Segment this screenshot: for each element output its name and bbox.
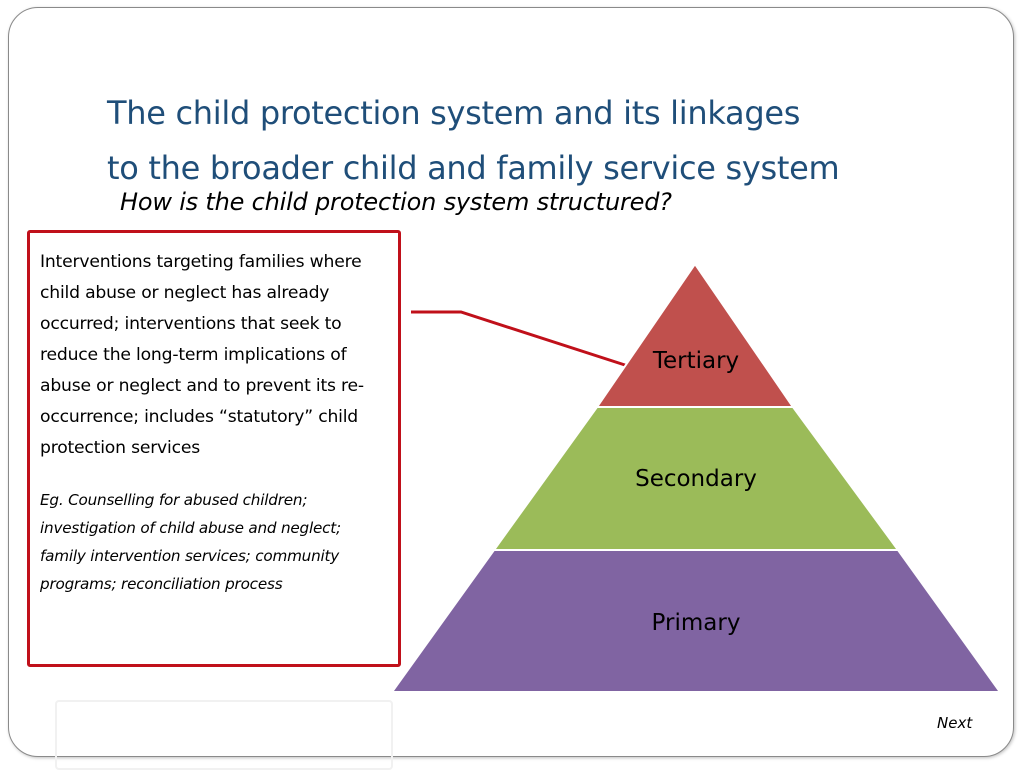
callout-connector-line bbox=[411, 312, 628, 366]
callout-description: Interventions targeting families where child abuse or neglect has already occurred; interventions that seek to reduce the long-term implications of abuse or neglect and to prevent its re-occurrence; includes “statutory” child protection services bbox=[40, 252, 364, 458]
slide-subtitle: How is the child protection system structured? bbox=[120, 188, 672, 216]
slide-title-line-2: to the broader child and family service system bbox=[107, 149, 840, 187]
tier-label-tertiary: Tertiary bbox=[652, 348, 740, 374]
next-link[interactable]: Next bbox=[937, 714, 973, 732]
callout-example: Eg. Counselling for abused children; investigation of child abuse and neglect; family intervention services; community programs; reconciliation process bbox=[40, 491, 341, 593]
pyramid-tier-tertiary bbox=[597, 264, 793, 407]
tier-label-primary: Primary bbox=[651, 610, 741, 636]
slide-title-line-1: The child protection system and its linkages bbox=[107, 94, 801, 132]
tier-label-secondary: Secondary bbox=[635, 466, 757, 492]
